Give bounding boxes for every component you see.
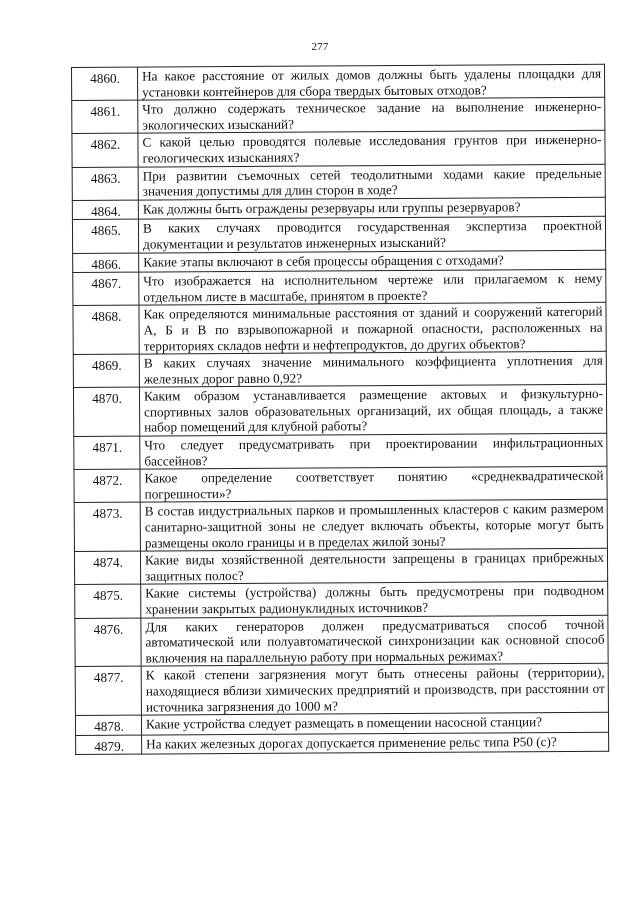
table-row: [72, 164, 605, 200]
table-row: [73, 385, 606, 437]
question-number: 4865.: [91, 223, 121, 239]
question-number-cell: [72, 219, 138, 253]
question-text: На каких железных дорогах допускается применение рельс типа Р50 (с)?: [142, 732, 609, 754]
question-text: На какое расстояние от жилых домов должны быть удалены площадки для установки контейнеров для сбора твердых бытовых отходов?: [138, 64, 605, 100]
table-row: [75, 582, 608, 618]
table-row: [73, 303, 606, 355]
question-text: К какой степени загрязнения могут быть отнесены районы (территории), находящиеся вблизи химических предприятий и производств, при расстоянии от источника загрязнения до 1000 м?: [141, 664, 608, 716]
question-number-cell: [73, 305, 139, 354]
question-number: 4864.: [90, 203, 121, 219]
question-number: 4875.: [93, 588, 124, 604]
question-number: 4861.: [90, 103, 121, 120]
questions-table-body: [72, 64, 609, 755]
question-text: С какой целью проводятся полевые исследования грунтов при инженерно-геологических изысканиях?: [138, 131, 605, 167]
table-row: [76, 732, 609, 755]
question-number: 4863.: [90, 170, 121, 186]
question-number: 4874.: [93, 554, 123, 571]
table-row: [74, 548, 607, 584]
question-text: В каких случаях проводится государственная экспертиза проектной документации и результатов инженерных изысканий?: [138, 217, 605, 253]
question-number-cell: [75, 715, 141, 735]
question-number: 4876.: [93, 621, 124, 637]
question-text: Какие этапы включают в себя процессы обращения с отходами?: [139, 250, 606, 272]
table-row: [74, 466, 607, 502]
question-number-cell: [73, 272, 139, 306]
question-text: Какие устройства следует размещать в помещении насосной станции?: [141, 712, 608, 734]
question-number-cell: [75, 618, 141, 667]
question-number: 4869.: [91, 357, 122, 373]
question-text: Какое определение соответствует понятию «среднеквадратической погрешности»?: [140, 466, 607, 502]
question-number: 4879.: [94, 738, 125, 754]
table-row: [72, 131, 605, 167]
table-row: [72, 217, 605, 253]
question-number-cell: [72, 100, 138, 134]
question-number: 4878.: [94, 718, 124, 735]
question-number-cell: [72, 67, 138, 101]
question-number-cell: [74, 503, 140, 552]
question-number-cell: [72, 167, 138, 201]
question-number-cell: [74, 469, 140, 503]
question-text: Что изображается на исполнительном чертеже или прилагаемом к нему отдельном листе в масштабе, принятом в проекте?: [139, 269, 606, 305]
table-row: [75, 664, 608, 716]
question-number-cell: [72, 200, 138, 220]
question-number-cell: [76, 735, 142, 755]
question-number: 4860.: [90, 70, 120, 86]
question-number-cell: [73, 253, 139, 273]
question-number: 4872.: [92, 472, 123, 489]
question-number-cell: [75, 584, 141, 618]
question-number-cell: [73, 387, 139, 436]
table-row: [72, 64, 605, 100]
table-row: [75, 615, 608, 667]
question-number: 4873.: [92, 506, 123, 522]
question-number: 4877.: [93, 670, 124, 686]
table-row: [72, 97, 605, 133]
question-text: Что должно содержать техническое задание на выполнение инженерно-экологических изысканий?: [138, 97, 605, 133]
table-row: [74, 500, 607, 552]
page-number: 277: [311, 41, 329, 53]
question-text: Каким образом устанавливается размещение актовых и физкультурно-спортивных залов образовательных организаций, их общая площадь, а также набор помещений для клубной работы?: [139, 385, 606, 437]
question-number-cell: [74, 436, 140, 470]
table-row: [73, 351, 606, 387]
questions-table: [71, 64, 609, 756]
question-text: При развитии съемочных сетей теодолитными ходами какие предельные значения допустимы для длин сторон в ходе?: [138, 164, 605, 200]
question-number: 4862.: [90, 137, 121, 153]
table-row: [73, 269, 606, 305]
question-text: Что следует предусматривать при проектировании инфильтрационных бассейнов?: [140, 433, 607, 469]
question-text: Какие системы (устройства) должны быть предусмотрены при подводном хранении закрытых радионуклидных источников?: [141, 582, 608, 618]
question-number: 4868.: [91, 309, 122, 325]
question-number-cell: [74, 551, 140, 585]
question-text: Какие виды хозяйственной деятельности запрещены в границах прибрежных защитных полос?: [140, 548, 607, 584]
question-number-cell: [73, 354, 139, 388]
question-number: 4867.: [91, 275, 122, 292]
question-text: В каких случаях значение минимального коэффициента уплотнения для железных дорог равно 0,92?: [139, 351, 606, 387]
question-text: Как определяются минимальные расстояния от зданий и сооружений категорий А, Б и В по взрывопожарной и пожарной опасности, расположенных на территориях складов нефти и нефтепродуктов, до других объектов?: [139, 303, 606, 355]
question-number-cell: [75, 666, 141, 715]
question-number: 4866.: [91, 256, 122, 272]
question-text: Как должны быть ограждены резервуары или группы резервуаров?: [138, 197, 605, 219]
question-number-cell: [72, 133, 138, 167]
question-number: 4871.: [92, 439, 123, 455]
table-row: [74, 433, 607, 469]
question-number: 4870.: [92, 390, 122, 407]
question-text: В состав индустриальных парков и промышленных кластеров с каким размером санитарно-защитной зоны не следует включать объекты, которые могут быть размещены около границы и в пределах жилой зоны?: [140, 500, 607, 552]
question-text: Для каких генераторов должен предусматриваться способ точной автоматической или полуавтоматической синхронизации как основной способ включения на параллельную работу при нормальных режимах?: [141, 615, 608, 667]
